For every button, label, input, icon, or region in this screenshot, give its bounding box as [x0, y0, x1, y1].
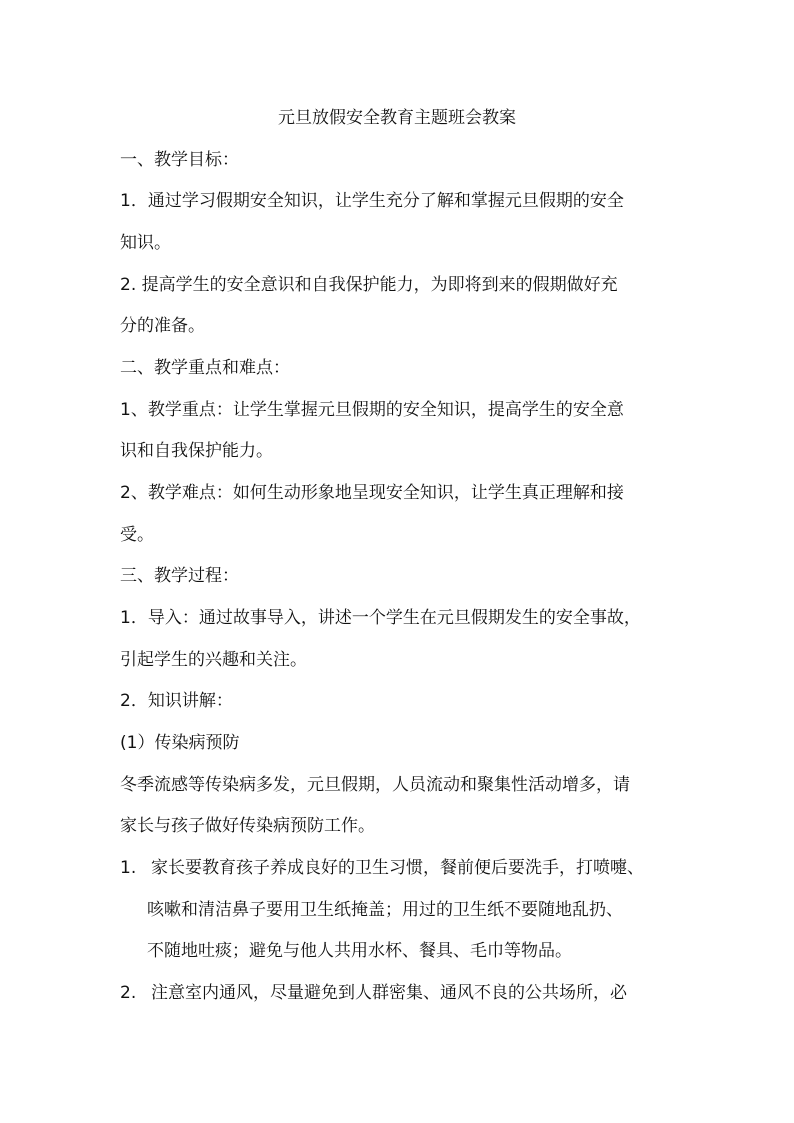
list-item-1-line-2: 咳嗽和清洁鼻子要用卫生纸掩盖；用过的卫生纸不要随地乱扔、 [147, 900, 623, 920]
list-item-1-number: 1. [120, 858, 137, 878]
document-title: 元旦放假安全教育主题班会教案 [278, 108, 516, 128]
section-heading-key-points: 二、教学重点和难点： [120, 358, 290, 378]
list-item-2-number: 2. [120, 983, 137, 1003]
goal-1-line-2: 知识。 [120, 233, 171, 253]
goal-2-line-1: 2. 提高学生的安全意识和自我保护能力，为即将到来的假期做好充 [120, 275, 618, 295]
goal-1-line-1: 1．通过学习假期安全知识，让学生充分了解和掌握元旦假期的安全 [120, 191, 624, 211]
section-heading-goals: 一、教学目标： [120, 150, 239, 170]
paragraph-line-1: 冬季流感等传染病多发，元旦假期，人员流动和聚集性活动增多，请 [120, 775, 630, 795]
subsection-heading-disease-prevention: (1）传染病预防 [120, 733, 240, 753]
knowledge-heading: 2．知识讲解： [120, 691, 233, 711]
goal-2-line-2: 分的准备。 [120, 316, 205, 336]
list-item-1-line-1: 家长要教育孩子养成良好的卫生习惯，餐前便后要洗手，打喷嚏、 [151, 858, 644, 878]
key-point-line-2: 识和自我保护能力。 [120, 441, 273, 461]
difficulty-line-2: 受。 [120, 525, 154, 545]
difficulty-line-1: 2、教学难点：如何生动形象地呈现安全知识，让学生真正理解和接 [120, 483, 624, 503]
list-item-2-line-1: 注意室内通风，尽量避免到人群密集、通风不良的公共场所，必 [151, 983, 627, 1003]
intro-line-2: 引起学生的兴趣和关注。 [120, 650, 307, 670]
list-item-1-line-3: 不随地吐痰；避免与他人共用水杯、餐具、毛巾等物品。 [147, 941, 572, 961]
key-point-line-1: 1、教学重点：让学生掌握元旦假期的安全知识，提高学生的安全意 [120, 400, 624, 420]
paragraph-line-2: 家长与孩子做好传染病预防工作。 [120, 816, 375, 836]
section-heading-process: 三、教学过程： [120, 566, 239, 586]
intro-line-1: 1．导入：通过故事导入，讲述一个学生在元旦假期发生的安全事故， [120, 608, 641, 628]
